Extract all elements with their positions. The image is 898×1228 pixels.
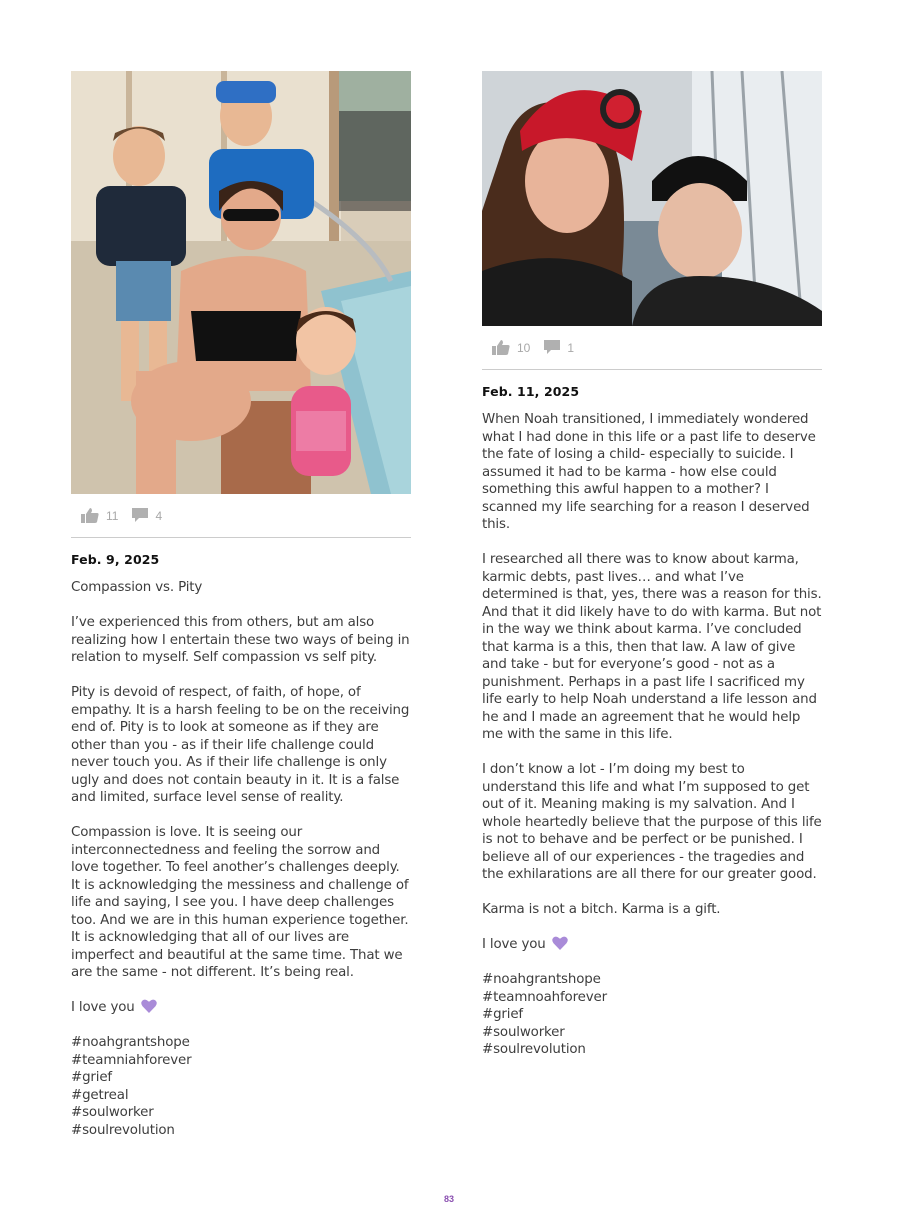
hashtag[interactable]: #teamnoahforever [482,989,607,1005]
hashtag[interactable]: #soulworker [482,1024,565,1040]
post-stats [71,494,411,538]
hashtag[interactable]: #grief [482,1007,523,1022]
post-paragraph: Karma is not a bitch. Karma is a gift. [482,902,721,917]
hashtag[interactable]: #soulrevolution [482,1042,586,1057]
post-left [71,71,411,1139]
hashtag-list [482,971,822,1059]
hashtag[interactable]: #soulrevolution [71,1122,175,1138]
hashtag-list [71,1034,411,1139]
hashtag[interactable]: #noahgrantshope [482,972,601,987]
post-paragraph: Pity is devoid of respect, of faith, of hope, of empathy. It is a harsh feeling to be on the receiving end of. Pity is to look at someone as if they are other than you - as if their life challenge could never touch you. As if their life challenge is only ugly and does not contain beauty in it. It is a false and limited, surface level sense of reality. [71,685,410,805]
hashtag[interactable]: #soulworker [71,1105,154,1120]
comment-count-text: 4 [155,508,163,523]
post-closing [71,999,411,1017]
selfie-photo [482,71,822,326]
like-count-text: 11 [106,508,119,523]
heart-icon [552,936,568,950]
post-closing [482,936,822,954]
hashtag[interactable]: #teamniahforever [71,1052,192,1068]
like-count[interactable] [492,340,530,355]
comment-count[interactable] [544,340,574,355]
post-title: Compassion vs. Pity [71,580,203,595]
post-paragraph: When Noah transitioned, I immediately wondered what I had done in this life or a past life to deserve the fate of losing a child- especially to suicide. I assumed it had to be karma - how else could something this awful happen to a mother? I scanned my life searching for a reason I deserved this. [482,412,816,532]
comment-icon [132,508,148,523]
hashtag[interactable]: #noahgrantshope [71,1035,190,1050]
closing-text: I love you [71,1000,135,1015]
post-paragraph: I don’t know a lot - I’m doing my best to understand this life and what I’m supposed to get out of it. Meaning making is my salvation. And I whole heartedly believe that the purpose of this life is not to behave and be perfect or be punished. I believe all of our experiences - the tragedies and the exhilarations are all there for our greater good. [482,762,822,882]
heart-icon [141,999,157,1013]
hashtag[interactable]: #grief [71,1070,112,1085]
post-stats [482,326,822,370]
post-paragraph: Compassion is love. It is seeing our interconnectedness and feeling the sorrow and love together. To feel another’s challenges deeply. It is acknowledging the messiness and challenge of life and saying, I see you. I have deep challenges too. And we are in this human experience together. It is acknowledging that all of our lives are imperfect and beautiful at the same time. That we are the same - not different. It’s being real. [71,825,409,980]
like-count-text: 10 [517,340,531,355]
post-paragraph: I researched all there was to know about karma, karmic debts, past lives… and what I’ve determined is that, yes, there was a reason for this. And that it did likely have to do with karma. But not in the way we think about karma. I’ve concluded that karma is a this, then that law. A law of give and take - but for everyone’s good - not as a punishment. Perhaps in a past life I sacrificed my life early to help Noah understand a life lesson and he and I made an agreement that he would help me with the same in this life. [482,552,822,742]
post-date: Feb. 11, 2025 [482,384,580,399]
comment-count[interactable] [132,508,162,523]
hashtag[interactable]: #getreal [71,1087,129,1103]
post-right [482,71,822,1059]
comment-count-text: 1 [567,340,575,355]
thumbs-up-icon [492,340,510,355]
comment-icon [544,340,560,355]
page-number: 83 [443,1194,454,1204]
family-pool-photo [71,71,411,494]
like-count[interactable] [81,508,118,523]
post-paragraph: I’ve experienced this from others, but am also realizing how I entertain these two ways of being in relation to myself. Self compassion vs self pity. [71,615,410,665]
post-date: Feb. 9, 2025 [71,552,160,567]
closing-text: I love you [482,937,546,952]
thumbs-up-icon [81,508,99,523]
